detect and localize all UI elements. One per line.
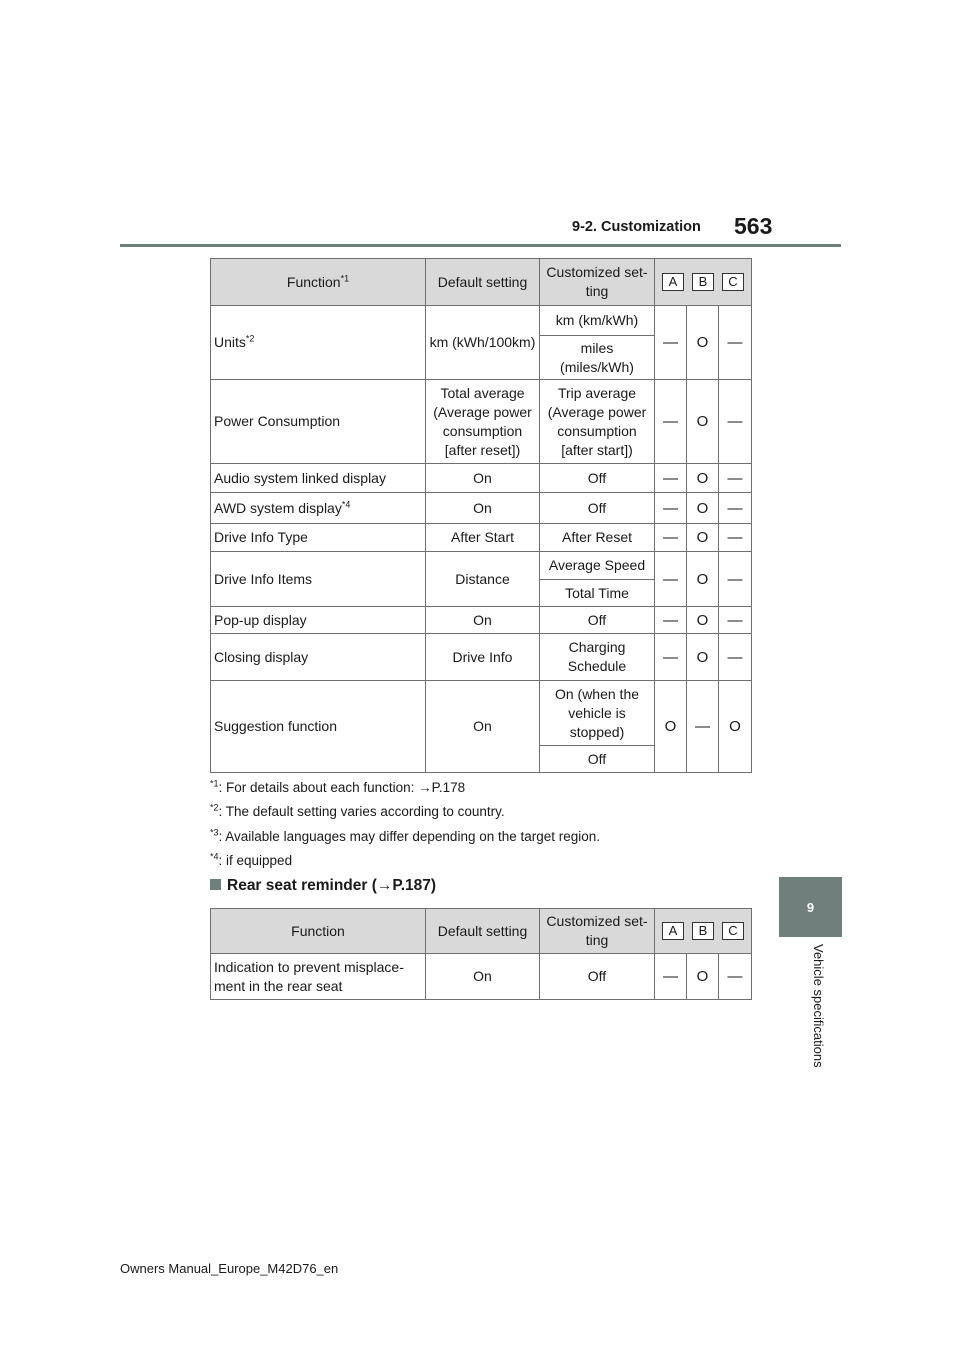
custom-cell: Charging Schedule — [540, 634, 655, 681]
function-cell: Closing display — [211, 634, 426, 681]
footnote-ref: *2 — [245, 333, 255, 344]
table-row-drive-info-items — [211, 552, 752, 580]
custom-cell: Off — [540, 607, 655, 634]
header-rule — [120, 244, 841, 247]
function-cell: Power Consumption — [211, 380, 426, 464]
footnote-ref: *1 — [340, 272, 350, 283]
default-cell: Distance — [426, 552, 540, 607]
col-a-cell: — — [655, 634, 687, 681]
footnote-ref: *4 — [341, 498, 351, 509]
chapter-number: 9 — [806, 899, 815, 915]
col-a-cell: — — [655, 607, 687, 634]
function-cell: Pop-up display — [211, 607, 426, 634]
col-b-cell: O — [687, 380, 719, 464]
col-c-cell: — — [719, 306, 752, 380]
header-customized-setting: Customized set-ting — [540, 259, 655, 306]
footnote: $^{*3}$: Available languages may differ depending on the target region. — [210, 827, 601, 844]
col-b-cell: O — [687, 552, 719, 607]
col-b-cell: O — [687, 607, 719, 634]
default-cell: On — [426, 464, 540, 493]
custom-cell: Off — [540, 464, 655, 493]
default-cell: Drive Info — [426, 634, 540, 681]
box-b: B — [692, 273, 714, 291]
chapter-title: Vehicle specifications — [811, 944, 826, 1068]
function-cell: AWD system display$^{*4}$ — [211, 493, 426, 524]
function-cell: Indication to prevent misplace-ment in the rear seat — [211, 954, 426, 1000]
col-a-cell: — — [655, 954, 687, 1000]
rear-seat-table — [210, 908, 752, 1000]
header-function: Function$^{*1}$ — [211, 259, 426, 306]
col-c-cell: — — [719, 634, 752, 681]
table-row-power-consumption — [211, 380, 752, 464]
table-row-closing-display — [211, 634, 752, 681]
table-row-audio-display — [211, 464, 752, 493]
col-a-cell: — — [655, 524, 687, 552]
table-row-suggestion — [211, 681, 752, 746]
col-a-cell: — — [655, 464, 687, 493]
col-b-cell: O — [687, 954, 719, 1000]
rear-seat-heading: Rear seat reminder (→P.187) — [210, 877, 436, 895]
table-row-popup-display — [211, 607, 752, 634]
table-header-row — [211, 909, 752, 954]
col-a-cell: O — [655, 681, 687, 773]
custom-cell: Off — [540, 493, 655, 524]
box-a: A — [662, 922, 684, 940]
col-b-cell: O — [687, 306, 719, 380]
header-default-setting: Default setting — [426, 909, 540, 954]
function-cell: Drive Info Items — [211, 552, 426, 607]
col-b-cell: — — [687, 681, 719, 773]
col-c-cell: — — [719, 493, 752, 524]
col-a-cell: — — [655, 493, 687, 524]
table-row-rear-seat — [211, 954, 752, 1000]
header-abc — [655, 909, 752, 954]
col-c-cell: — — [719, 954, 752, 1000]
default-cell: Total average (Average power consumption [after reset]) — [426, 380, 540, 464]
custom-cell: After Reset — [540, 524, 655, 552]
footnote: $^{*1}$: For details about each function: →P.178 — [210, 778, 466, 795]
function-cell: Suggestion function — [211, 681, 426, 773]
custom-cell: Off — [540, 746, 655, 773]
custom-cell: miles (miles/kWh) — [540, 336, 655, 380]
box-b: B — [692, 922, 714, 940]
col-b-cell: O — [687, 493, 719, 524]
header-abc — [655, 259, 752, 306]
col-c-cell: — — [719, 380, 752, 464]
col-c-cell: — — [719, 464, 752, 493]
custom-cell: Trip average (Average power consumption [after start]) — [540, 380, 655, 464]
customization-table — [210, 258, 752, 773]
table-row-units — [211, 306, 752, 336]
function-cell: Drive Info Type — [211, 524, 426, 552]
header-default-setting: Default setting — [426, 259, 540, 306]
box-c: C — [722, 922, 744, 940]
default-cell: km (kWh/100km) — [426, 306, 540, 380]
footnotes — [210, 776, 770, 873]
custom-cell: Average Speed — [540, 552, 655, 580]
col-c-cell: — — [719, 607, 752, 634]
header-function: Function — [211, 909, 426, 954]
function-cell: Audio system linked display — [211, 464, 426, 493]
custom-cell: km (km/kWh) — [540, 306, 655, 336]
section-title: 9-2. Customization — [572, 219, 701, 235]
default-cell: After Start — [426, 524, 540, 552]
square-bullet-icon — [210, 879, 221, 890]
custom-cell: Off — [540, 954, 655, 1000]
col-c-cell: O — [719, 681, 752, 773]
default-cell: On — [426, 607, 540, 634]
custom-cell: On (when the vehicle is stopped) — [540, 681, 655, 746]
col-b-cell: O — [687, 634, 719, 681]
col-b-cell: O — [687, 464, 719, 493]
default-cell: On — [426, 954, 540, 1000]
footnote: $^{*2}$: The default setting varies according to country. — [210, 802, 505, 820]
col-a-cell: — — [655, 552, 687, 607]
table-header-row — [211, 259, 752, 306]
default-cell: On — [426, 681, 540, 773]
table-row-awd-display — [211, 493, 752, 524]
box-c: C — [722, 273, 744, 291]
header-customized-setting: Customized set-ting — [540, 909, 655, 954]
col-b-cell: O — [687, 524, 719, 552]
page-number: 563 — [734, 213, 773, 239]
function-cell: Units$^{*2}$ — [211, 306, 426, 380]
custom-cell: Total Time — [540, 580, 655, 607]
col-a-cell: — — [655, 306, 687, 380]
footnote: $^{*4}$: if equipped — [210, 851, 293, 868]
default-cell: On — [426, 493, 540, 524]
col-c-cell: — — [719, 552, 752, 607]
col-c-cell: — — [719, 524, 752, 552]
col-a-cell: — — [655, 380, 687, 464]
table-row-drive-info-type — [211, 524, 752, 552]
footer-text: Owners Manual_Europe_M42D76_en — [120, 1261, 339, 1276]
box-a: A — [662, 273, 684, 291]
chapter-tab[interactable] — [779, 877, 842, 937]
